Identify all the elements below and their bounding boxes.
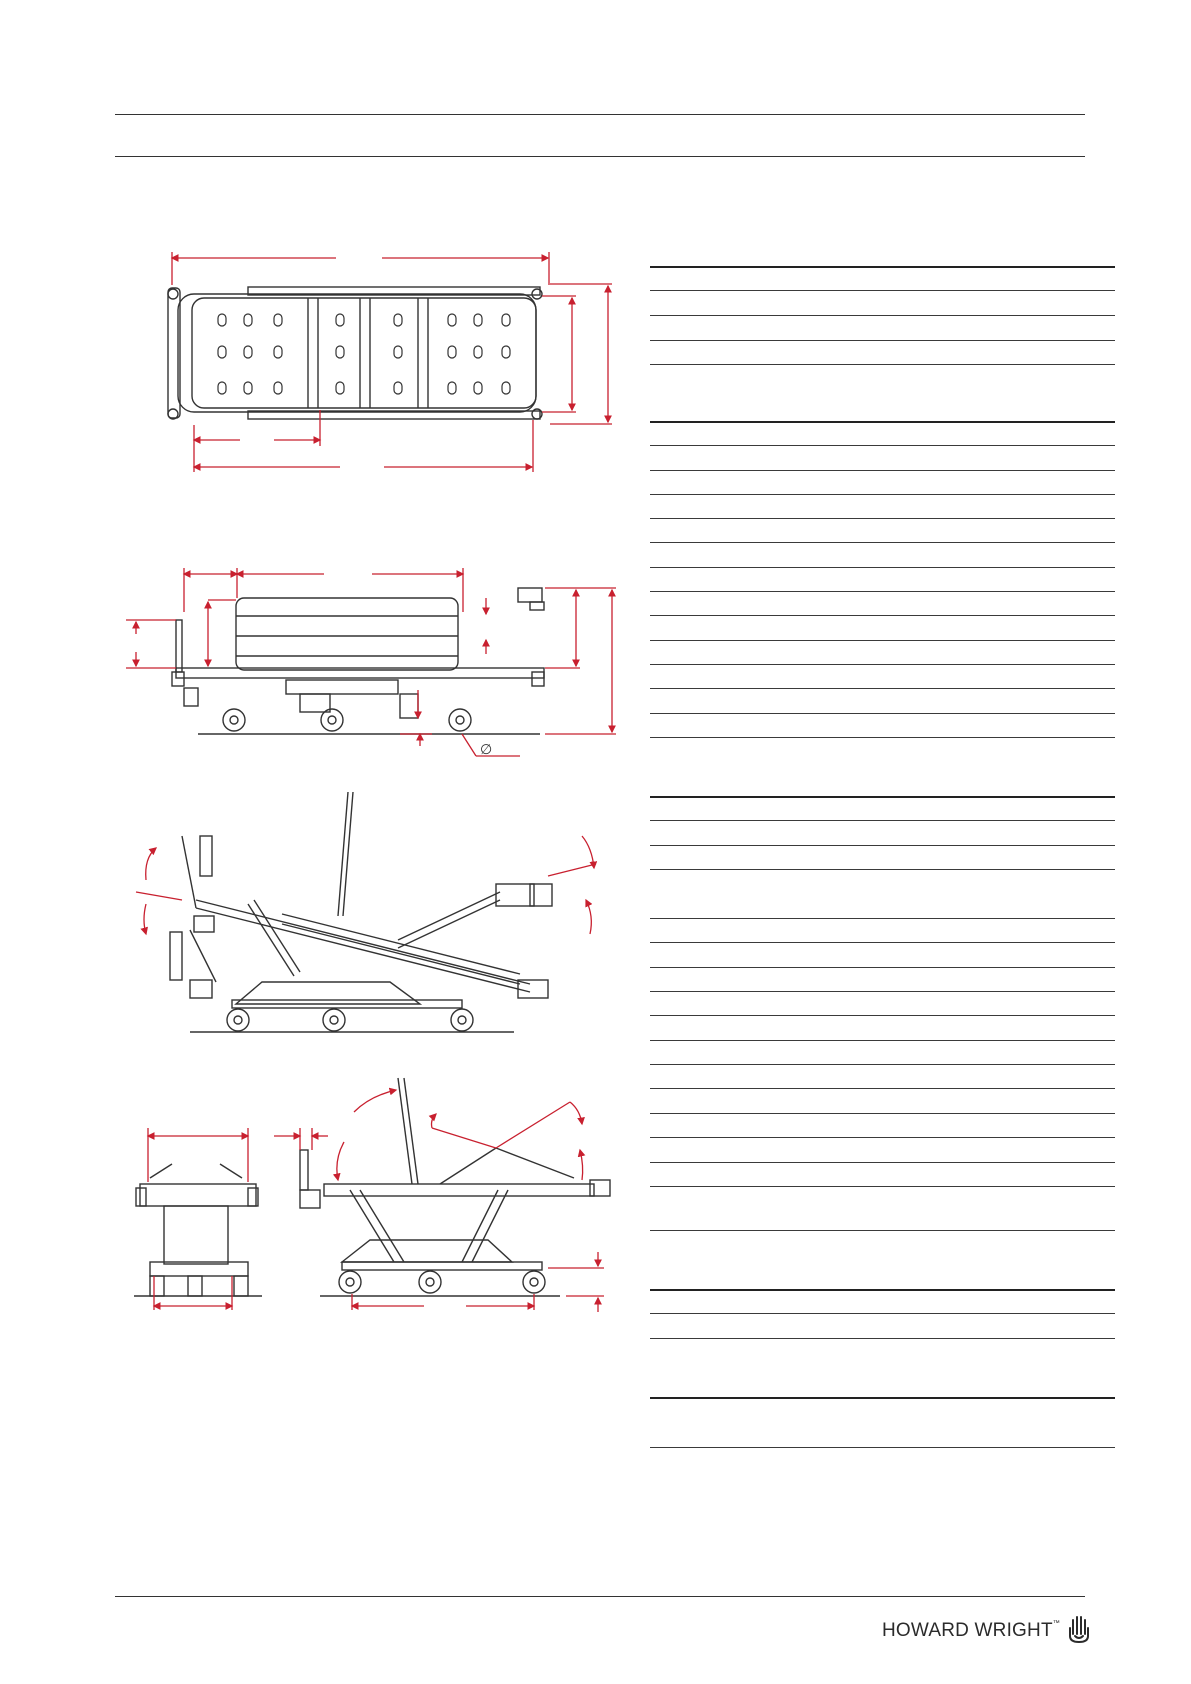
extended-side-view-drawing xyxy=(300,1078,610,1296)
spec-row xyxy=(650,1064,1115,1065)
brand-logo xyxy=(882,1615,1092,1647)
side-view-drawing xyxy=(172,588,544,734)
spec-row xyxy=(650,869,1115,870)
spec-row xyxy=(650,364,1115,365)
spec-row xyxy=(650,315,1115,316)
spec-section-5-header-rule xyxy=(650,1397,1115,1399)
spec-row xyxy=(650,1186,1115,1187)
spec-row xyxy=(650,567,1115,568)
spec-row xyxy=(650,640,1115,641)
tilt-view-drawing xyxy=(170,792,552,1032)
spec-section-2-header-rule xyxy=(650,421,1115,423)
spec-row xyxy=(650,1015,1115,1016)
spec-row xyxy=(650,1088,1115,1089)
spec-row xyxy=(650,1040,1115,1041)
spec-row xyxy=(650,1162,1115,1163)
spec-row xyxy=(650,918,1115,919)
spec-section-1-header-rule xyxy=(650,266,1115,268)
spec-row xyxy=(650,1137,1115,1138)
spec-row xyxy=(650,470,1115,471)
spec-row xyxy=(650,518,1115,519)
spec-row xyxy=(650,1313,1115,1314)
spec-row xyxy=(650,494,1115,495)
spec-row xyxy=(650,591,1115,592)
spec-row xyxy=(650,967,1115,968)
spec-row xyxy=(650,820,1115,821)
spec-row xyxy=(650,1113,1115,1114)
spec-row xyxy=(650,615,1115,616)
spec-row xyxy=(650,991,1115,992)
spec-row xyxy=(650,340,1115,341)
spec-row xyxy=(650,942,1115,943)
diameter-symbol: ∅ xyxy=(480,741,493,757)
spec-row xyxy=(650,737,1115,738)
front-view-drawing xyxy=(134,1164,262,1296)
spec-row xyxy=(650,1447,1115,1448)
hand-logo-icon xyxy=(1066,1614,1092,1649)
footer-rule xyxy=(115,1596,1085,1597)
spec-row xyxy=(650,445,1115,446)
spec-row xyxy=(650,1338,1115,1339)
spec-row xyxy=(650,688,1115,689)
spec-row xyxy=(650,542,1115,543)
spec-row xyxy=(650,290,1115,291)
spec-row xyxy=(650,845,1115,846)
spec-row xyxy=(650,713,1115,714)
spec-row xyxy=(650,1230,1115,1231)
spec-section-4-header-rule xyxy=(650,1289,1115,1291)
top-view-dimensions xyxy=(172,252,612,472)
spec-section-3-header-rule xyxy=(650,796,1115,798)
brand-name: HOWARD WRIGHT™ xyxy=(882,1620,1060,1641)
top-view-drawing xyxy=(168,287,542,419)
spec-row xyxy=(650,664,1115,665)
tilt-view-dimensions xyxy=(136,836,596,934)
